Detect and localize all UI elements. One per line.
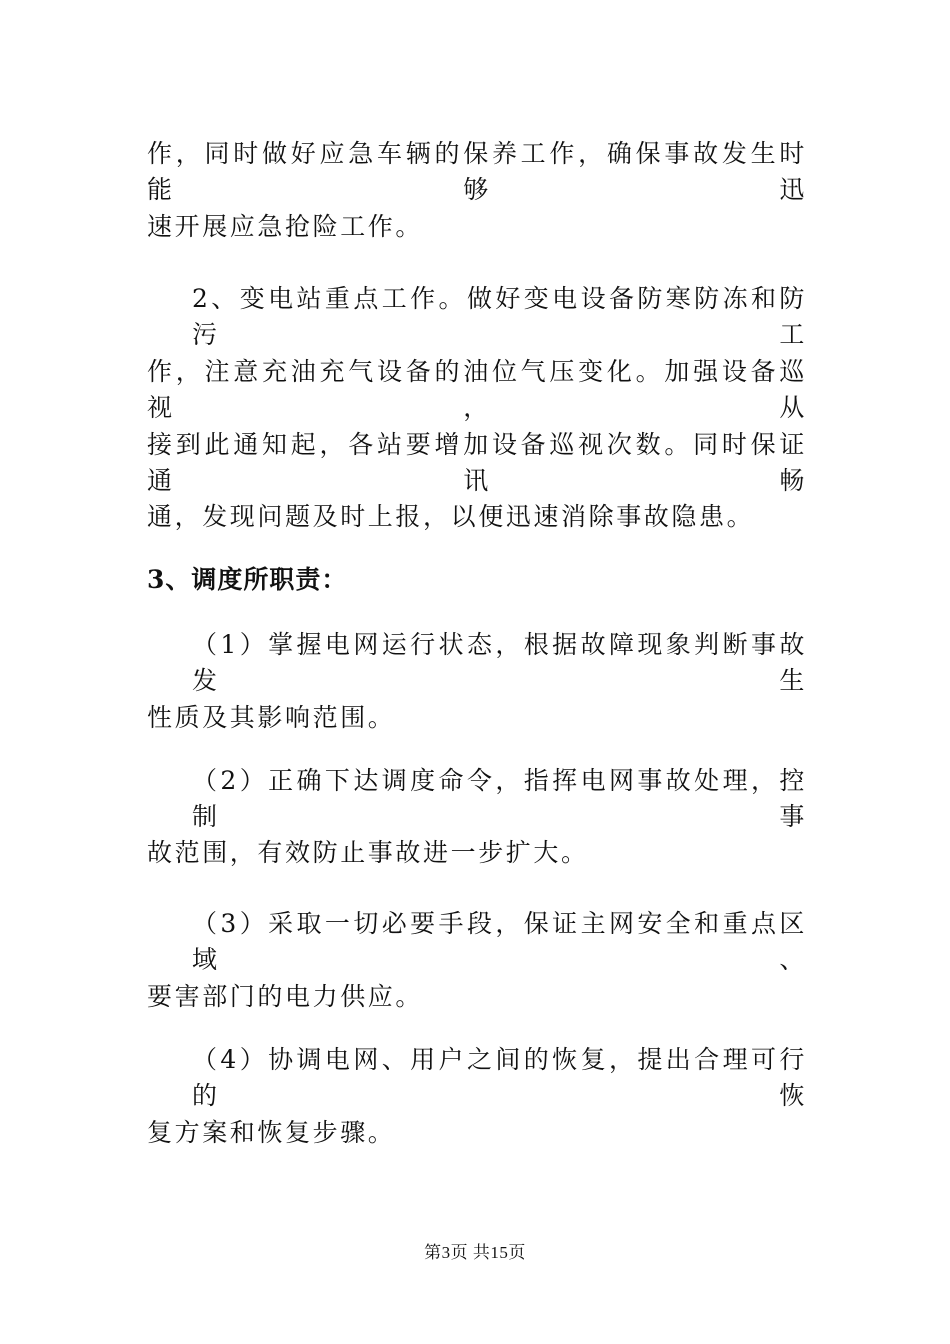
page-number-footer: 第3页 共15页 (424, 1243, 526, 1262)
text-line: 2、变电站重点工作。做好变电设备防寒防冻和防污工 (192, 284, 807, 349)
text-line: 复方案和恢复步骤。 (147, 1118, 396, 1147)
text-line: （1）掌握电网运行状态，根据故障现象判断事故发生 (192, 630, 807, 695)
text-line: 接到此通知起，各站要增加设备巡视次数。同时保证通讯畅 (147, 430, 807, 495)
text-line: 故范围，有效防止事故进一步扩大。 (147, 838, 589, 867)
text-line: 作，同时做好应急车辆的保养工作，确保事故发生时能够迅 (147, 139, 807, 204)
text-line: 要害部门的电力供应。 (147, 982, 424, 1011)
text-line: 作，注意充油充气设备的油位气压变化。加强设备巡视，从 (147, 357, 807, 422)
section-heading: 3、调度所职责： (147, 565, 348, 594)
text-line: 速开展应急抢险工作。 (147, 212, 424, 241)
text-line: 通，发现问题及时上报，以便迅速消除事故隐患。 (147, 502, 755, 531)
text-line: 性质及其影响范围。 (147, 703, 396, 732)
text-line: （4）协调电网、用户之间的恢复，提出合理可行的恢 (192, 1045, 807, 1110)
text-line: （3）采取一切必要手段，保证主网安全和重点区域、 (192, 909, 807, 974)
text-line: （2）正确下达调度命令，指挥电网事故处理，控制事 (192, 766, 807, 831)
